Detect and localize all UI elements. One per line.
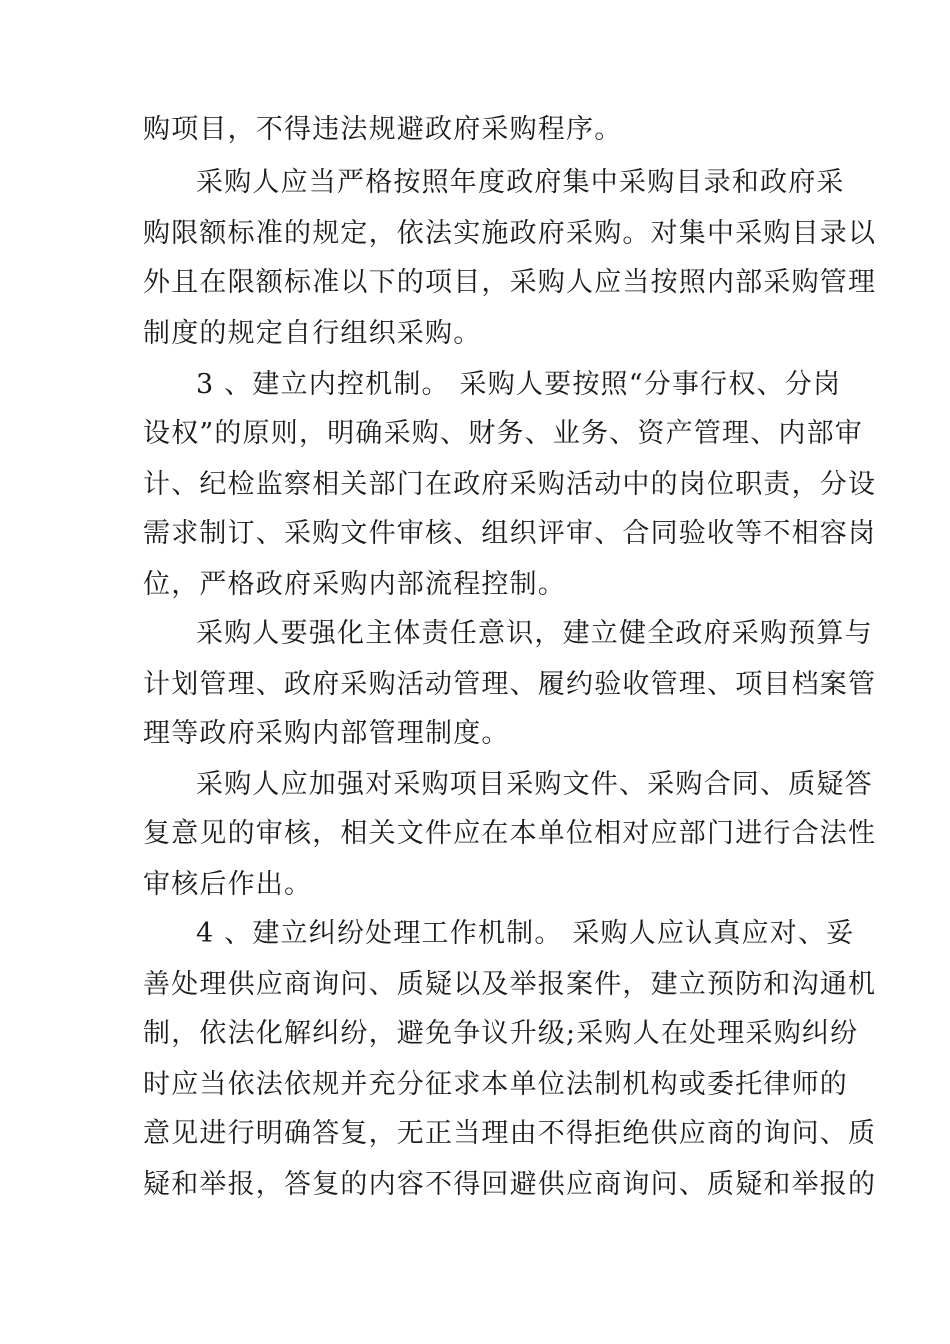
text-line: 制度的规定自行组织采购。 bbox=[143, 318, 482, 349]
text-line: 理等政府采购内部管理制度。 bbox=[143, 718, 510, 749]
text-line: 复意见的审核，相关文件应在本单位相对应部门进行合法性 bbox=[143, 818, 877, 849]
text-line: 审核后作出。 bbox=[143, 869, 313, 900]
text-line: 时应当依法依规并充分征求本单位法制机构或委托律师的 bbox=[143, 1069, 848, 1100]
text-line: 设权”的原则，明确采购、财务、业务、资产管理、内部审 bbox=[143, 418, 864, 449]
text-line: 意见进行明确答复，无正当理由不得拒绝供应商的询问、质 bbox=[143, 1118, 877, 1149]
text-line: 购项目，不得违法规避政府采购程序。 bbox=[143, 114, 623, 145]
text-line: 需求制订、采购文件审核、组织评审、合同验收等不相容岗 bbox=[143, 518, 877, 549]
text-line: 位，严格政府采购内部流程控制。 bbox=[143, 569, 566, 600]
text-line: 外且在限额标准以下的项目，采购人应当按照内部采购管理 bbox=[143, 267, 877, 298]
section-heading-4: 4 、建立纠纷处理工作机制。 采购人应认真应对、妥 bbox=[196, 918, 855, 949]
text-line: 疑和举报，答复的内容不得回避供应商询问、质疑和举报的 bbox=[143, 1169, 877, 1200]
paragraph-first-line: 采购人要强化主体责任意识，建立健全政府采购预算与 bbox=[196, 618, 873, 649]
text-line: 善处理供应商询问、质疑以及举报案件，建立预防和沟通机 bbox=[143, 969, 877, 1000]
section-heading-3: 3 、建立内控机制。 采购人要按照“分事行权、分岗 bbox=[196, 369, 842, 400]
text-line: 计、纪检监察相关部门在政府采购活动中的岗位职责，分设 bbox=[143, 469, 877, 500]
text-line: 购限额标准的规定，依法实施政府采购。对集中采购目录以 bbox=[143, 218, 877, 249]
paragraph-first-line: 采购人应当严格按照年度政府集中采购目录和政府采 bbox=[196, 167, 845, 198]
text-line: 计划管理、政府采购活动管理、履约验收管理、项目档案管 bbox=[143, 669, 877, 700]
text-line: 制，依法化解纠纷，避免争议升级;采购人在处理采购纠纷 bbox=[143, 1018, 859, 1049]
paragraph-first-line: 采购人应加强对采购项目采购文件、采购合同、质疑答 bbox=[196, 769, 873, 800]
